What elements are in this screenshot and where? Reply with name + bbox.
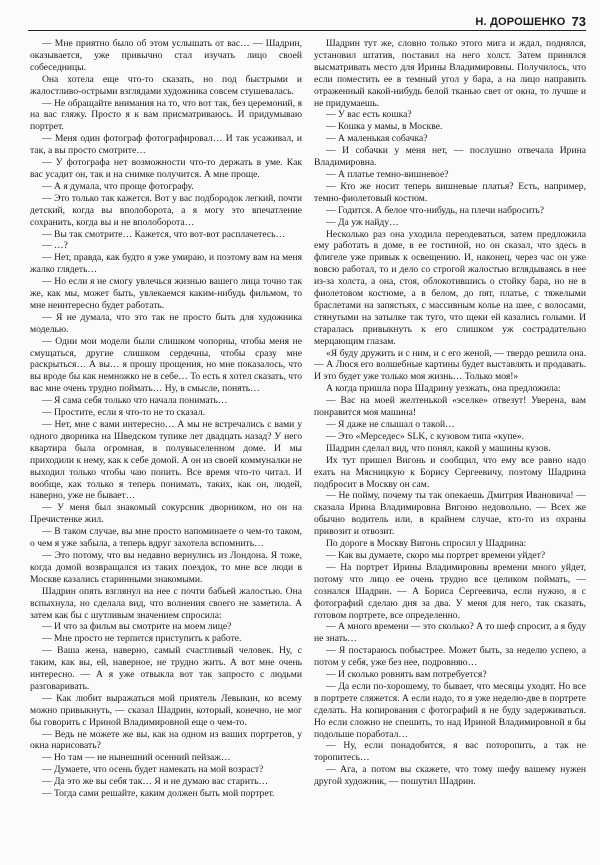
paragraph: — Нет, мне с вами интересно… А мы не встречались с вами у одного дворника на Шведском тупике лет двадцать назад? У него квартира была огромная, в полувыселенном доме. И мы приходили к нему, как к себе домой. А он из своей коммуналки не выходил только чтобы чаю попить. Все время что-то читал. И вообще, как только я теперь понимать, таких, как он, людей, наверно, уже не бывает… <box>30 419 302 502</box>
paragraph: — У вас есть кошка? <box>326 109 412 121</box>
paragraph: По дороге в Москву Вигонь спросил у Шадрина: <box>326 538 527 550</box>
paragraph: — А много времени — это сколько? А то шеф спросит, а я буду не знать… <box>314 621 586 645</box>
paragraph: — И собачки у меня нет, — послушно отвечала Ирина Владимировна. <box>314 145 586 169</box>
paragraph: — Я не думала, что это так не просто быть для художника моделью. <box>30 311 302 335</box>
paragraph: — Но там — не нынешний осенний пейзаж… <box>42 752 231 764</box>
paragraph: — Вы так смотрите… Кажется, что вот-вот расплачетесь… <box>42 228 286 240</box>
page-header <box>28 10 586 31</box>
paragraph: — Как вы думаете, скоро мы портрет времени уйдет? <box>326 549 546 561</box>
paragraph: — Ваша жена, наверно, самый счастливый человек. Ну, с таким, как вы, ей, наверное, не трудно жить. А вот мне очень интересно. — А я уже отвыкла вот так запросто с людьми разговаривать. <box>30 645 302 692</box>
paragraph: — Не пойму, почему ты так опекаешь Дмитрия Ивановича! — сказала Ирина Владимировна Вигоню недовольно. — Всех же обычно водитель или, в крайнем случае, кто-то из охраны привозит и отвозит. <box>314 490 586 538</box>
paragraph: — Ведь не можете же вы, как на одном из ваших портретов, у окна нарисовать? <box>30 728 302 752</box>
paragraph: — У меня был знакомый сокурсник дворником, но он на Пречистенке жил. <box>30 502 302 526</box>
paragraph: — Я даже не слышал о такой… <box>326 419 455 430</box>
page-number: 73 <box>571 14 586 29</box>
paragraph: — На портрет Ирины Владимировны времени много уйдет, потому что лицо ее очень трудно все целиком поймать, — сознался Шадрин. — А Бориса Сергеевича, если нужно, я с фотографий сделаю дня за два. У меня для него, так сказать, готовом портрете, все определенно. <box>314 561 586 621</box>
paragraph: — Думаете, что осень будет намекать на мой возраст? <box>42 764 264 776</box>
paragraph: — Ну, если понадобится, я вас поторопить, а так не торопитесь… <box>314 740 586 764</box>
paragraph: Их тут пришел Вигонь и сообщил, что ему все равно надо ехать на Мясницкую к Борису Сергеевичу, поэтому Шадрина подбросит в Москву он сам. <box>314 454 586 490</box>
paragraph: — И что за фильм вы смотрите на моем лице? <box>42 621 232 633</box>
paragraph: — Годится. А белое что-нибудь, на плечи набросить? <box>326 204 545 216</box>
paragraph: — А платье темно-вишневое? <box>326 168 449 180</box>
paragraph: — Но если я не смогу увлечься жизнью вашего лица точно так же, как мы, может быть, увлекаемся каким-нибудь фильмом, то мне неинтересно будет работать. <box>30 276 302 311</box>
running-head-author: Н. ДОРОШЕНКО <box>475 16 566 28</box>
paragraph: — Да если по-хорошему, то бывает, что месяцы уходят. Но все в портрете сляжется. А если надо, то я уже неделю-две в портрете сделать. На копирования с фотографий я не буду задерживаться. Но если сложно не спешить, то над Ириной Владимировной я бы подольше поработал… <box>314 680 586 740</box>
paragraph: — В таком случае, вы мне просто напоминаете о чем-то таком, о чем я уже забыла, а теперь вдруг захотела вспомнить… <box>30 526 302 550</box>
right-column <box>314 38 586 859</box>
paragraph: Шадрин тут же, словно только этого мига и ждал, поднялся, установил штатив, поставил на него холст. Затем принялся высматривать место для Ирины Владимировны. Получилось, что если поместить ее в темный угол у бара, а на лицо направить отраженный какой-нибудь белой тканью свет от окна, то лучше и не придумаешь. <box>314 38 586 109</box>
paragraph: — У фотографа нет возможности что-то держать в уме. Как вас усадит он, так и на снимке получится. А мне проще. <box>30 157 302 180</box>
paragraph: — Ага, а потом вы скажете, что тому шефу вашему нужен другой художник, — пошутил Шадрин. <box>314 764 586 788</box>
paragraph: — Кто же носит теперь вишневые платья? Есть, например, темно-фиолетовый костюм. <box>314 180 586 204</box>
paragraph: — Тогда сами решайте, каким должен быть мой портрет. <box>42 788 275 800</box>
paragraph: — Как любит выражаться мой приятель Левыкин, ко всему можно привыкнуть, — сказал Шадрин, который, конечно, не мог бы говорить с Ириной Владимировной еще о чем-то. <box>30 692 302 728</box>
paragraph: — Вас на моей желтенькой «эселке» отвезут! Уверена, вам понравится моя машина! <box>314 395 586 419</box>
paragraph: Несколько раз она уходила переодеваться, затем предложила ему работать в доме, в ее гостиной, но он сказал, что здесь в флигеле уже привык к освещению. И, наконец, через час он уже вовсю работал, то и дело со строгой жалостью вглядываясь в нее из-за холста, а она, стоя, облокотившись о стойку бара, но не в фиолетовом костюме, а в белом, до пят, платье, с тяжелыми браслетами на запястьях, с массивным колье на шее, с волосами, стянутыми на затылке так туго, что щеки ей казались голыми. И старалась привыкнуть к его слишком уж сострадательно мерцающим глазам. <box>314 228 586 347</box>
paragraph: Шадрин опять взглянул на нее с почти бабьей жалостью. Она вспыхнула, но сделала вид, что волнения своего не заметила. А затем как бы с шутливым значением спросила: <box>30 585 302 621</box>
paragraph: — Это только так кажется. Вот у вас подбородок легкий, почти детский, когда вы вполоборота, а я могу это впечатление сохранить, когда вы и не вполоборота… <box>30 192 302 228</box>
paragraph: — Это «Мерседес» SLK, с кузовом типа «купе». <box>326 430 524 442</box>
paragraph: — Я постараюсь побыстрее. Может быть, за неделю успею, а потом у себя, уже без нее, подровняю… <box>314 645 586 669</box>
paragraph: — Это потому, что вы недавно вернулись из Лондона. Я тоже, когда домой возвращался из таких поездок, то мне все люди в Москве казались старинными знакомыми. <box>30 549 302 585</box>
paragraph: Шадрин сделал вид, что понял, какой у машины кузов. <box>326 442 551 454</box>
text-columns <box>30 38 586 859</box>
paragraph: — Да это же вы себя так… Я и не думаю вас старить… <box>42 776 269 788</box>
paragraph: «Я буду дружить и с ним, и с его женой, — твердо решила она. — А Люся его волшебные картины будет выставлять и продавать. И это будет уже только моя жизнь… Только моя!» <box>314 347 586 383</box>
paragraph: — Я сама себя только что начала понимать… <box>42 395 228 407</box>
paragraph: — Нет, правда, как будто я уже умираю, и поэтому вам на меня жалко глядеть… <box>30 252 302 276</box>
paragraph: — А я думала, что проще фотографу. <box>42 180 194 192</box>
paragraph: — Кошка у мамы, в Москве. <box>326 121 443 133</box>
paragraph: — Простите, если я что-то не то сказал. <box>42 407 206 419</box>
paragraph: — Мне просто не терпится приступить к работе. <box>42 633 242 645</box>
paragraph: — …? <box>42 240 68 252</box>
paragraph: А когда пришла пора Шадрину уезжать, она предложила: <box>326 383 561 395</box>
paragraph: — Не обращайте внимания на то, что вот так, без церемоний, я на вас гляжу. Просто я к вам присматриваюсь. И придумываю портрет. <box>30 97 302 133</box>
paragraph: Она хотела еще что-то сказать, но под быстрыми и жалостливо-острыми взглядами художника совсем стушевалась. <box>30 73 302 97</box>
paragraph: — Одни мои модели были слишком чопорны, чтобы меня не смущаться, другие слишком сердечны, чтобы сразу мне раскрыться… А вы… я прошу прощения, но мне показалось, что вы вроде бы как немножко не в себе… То есть я хотел сказать, что вас мне очень трудно поймать… Ну, в смысле, понять… <box>30 335 302 395</box>
paragraph: — Да уж найду… <box>326 216 399 228</box>
left-column <box>30 38 302 859</box>
paragraph: — Меня один фотограф фотографировал… И так усаживал, и так, а вы просто смотрите… <box>30 133 302 157</box>
paragraph: — И сколько ровнять вам потребуется? <box>326 669 487 681</box>
paragraph: — Мне приятно было об этом услышать от вас… — Шадрин, оказывается, уже привычно стал изучать лицо своей собеседницы. <box>30 38 302 73</box>
paragraph: — А маленькая собачка? <box>326 133 428 145</box>
